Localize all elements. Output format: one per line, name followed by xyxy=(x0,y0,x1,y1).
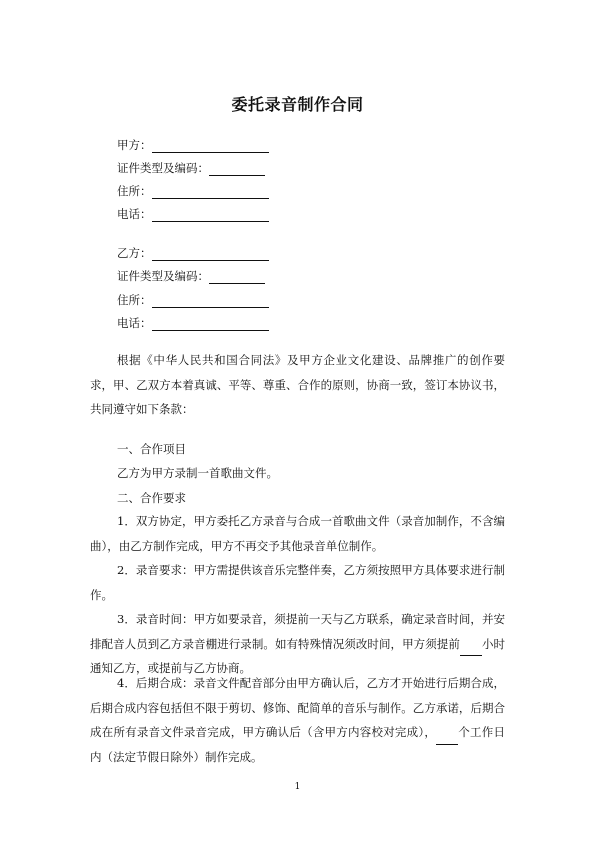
clause-1: 1．双方协定，甲方委托乙方录音与合成一首歌曲文件（录音加制作，不含编曲），由乙方制作完成，甲方不再交予其他录音单位制作。 xyxy=(90,514,505,553)
clause-3-part-a: 3．录音时间：甲方如要录音，须提前一天与乙方联系，确定录音时间，并安排配音人员到乙方录音棚进行录制。如有特殊情况须改时间，甲方须提前 xyxy=(90,612,505,651)
clause-4-days-blank xyxy=(436,732,458,745)
party-b-phone-field xyxy=(117,315,269,331)
section-1-text: 乙方为甲方录制一首歌曲文件。 xyxy=(117,466,278,480)
party-b-name-label: 乙方： xyxy=(117,246,152,260)
party-a-name-field xyxy=(117,137,269,153)
party-b-address-field xyxy=(117,292,269,308)
party-a-id-field xyxy=(117,160,265,176)
party-a-id-blank xyxy=(209,162,265,176)
party-b-name-field xyxy=(117,245,269,261)
party-b-name-blank xyxy=(152,247,269,261)
party-a-phone-blank xyxy=(152,208,269,222)
party-a-phone-label: 电话： xyxy=(117,207,152,221)
clause-3-hours-blank xyxy=(460,643,482,656)
party-a-name-blank xyxy=(152,139,269,153)
party-b-address-label: 住所： xyxy=(117,293,152,307)
party-b-address-blank xyxy=(152,294,269,308)
page-number: 1 xyxy=(294,782,301,792)
clause-3 xyxy=(90,607,505,681)
clause-4-part-b: 个工作日内（法定节假日除外）制作完成。 xyxy=(90,725,506,764)
section-2-heading: 二、合作要求 xyxy=(117,491,186,505)
party-b-phone-label: 电话： xyxy=(117,316,152,330)
party-a-address-label: 住所： xyxy=(117,184,152,198)
clause-4-part-a: 4．后期合成：录音文件配音部分由甲方确认后，乙方才开始进行后期合成，后期合成内容包括但不限于剪切、修饰、配简单的音乐与制作。乙方承诺，后期合成在所有录音文件录音完成，甲方确认后（含甲方内容校对完成）， xyxy=(90,676,505,739)
clause-4 xyxy=(90,671,505,769)
party-b-id-blank xyxy=(209,270,265,284)
party-a-address-blank xyxy=(152,185,269,199)
document-title: 委托录音制作合同 xyxy=(231,95,364,114)
party-a-phone-field xyxy=(117,206,269,222)
party-b-phone-blank xyxy=(152,317,269,331)
section-1-heading: 一、合作项目 xyxy=(117,442,186,456)
intro-paragraph: 根据《中华人民共和国合同法》及甲方企业文化建设、品牌推广的创作要求，甲、乙双方本着真诚、平等、尊重、合作的原则，协商一致，签订本协议书，共同遵守如下条款： xyxy=(90,353,505,416)
party-a-id-label: 证件类型及编码： xyxy=(117,161,209,175)
party-b-id-field xyxy=(117,268,265,284)
party-a-name-label: 甲方： xyxy=(117,138,152,152)
party-b-id-label: 证件类型及编码： xyxy=(117,269,209,283)
party-a-address-field xyxy=(117,183,269,199)
clause-3-part-b: 小时通知乙方，或提前与乙方协商。 xyxy=(90,636,506,675)
clause-2: 2．录音要求：甲方需提供该音乐完整伴奏，乙方须按照甲方具体要求进行制作。 xyxy=(90,563,505,602)
